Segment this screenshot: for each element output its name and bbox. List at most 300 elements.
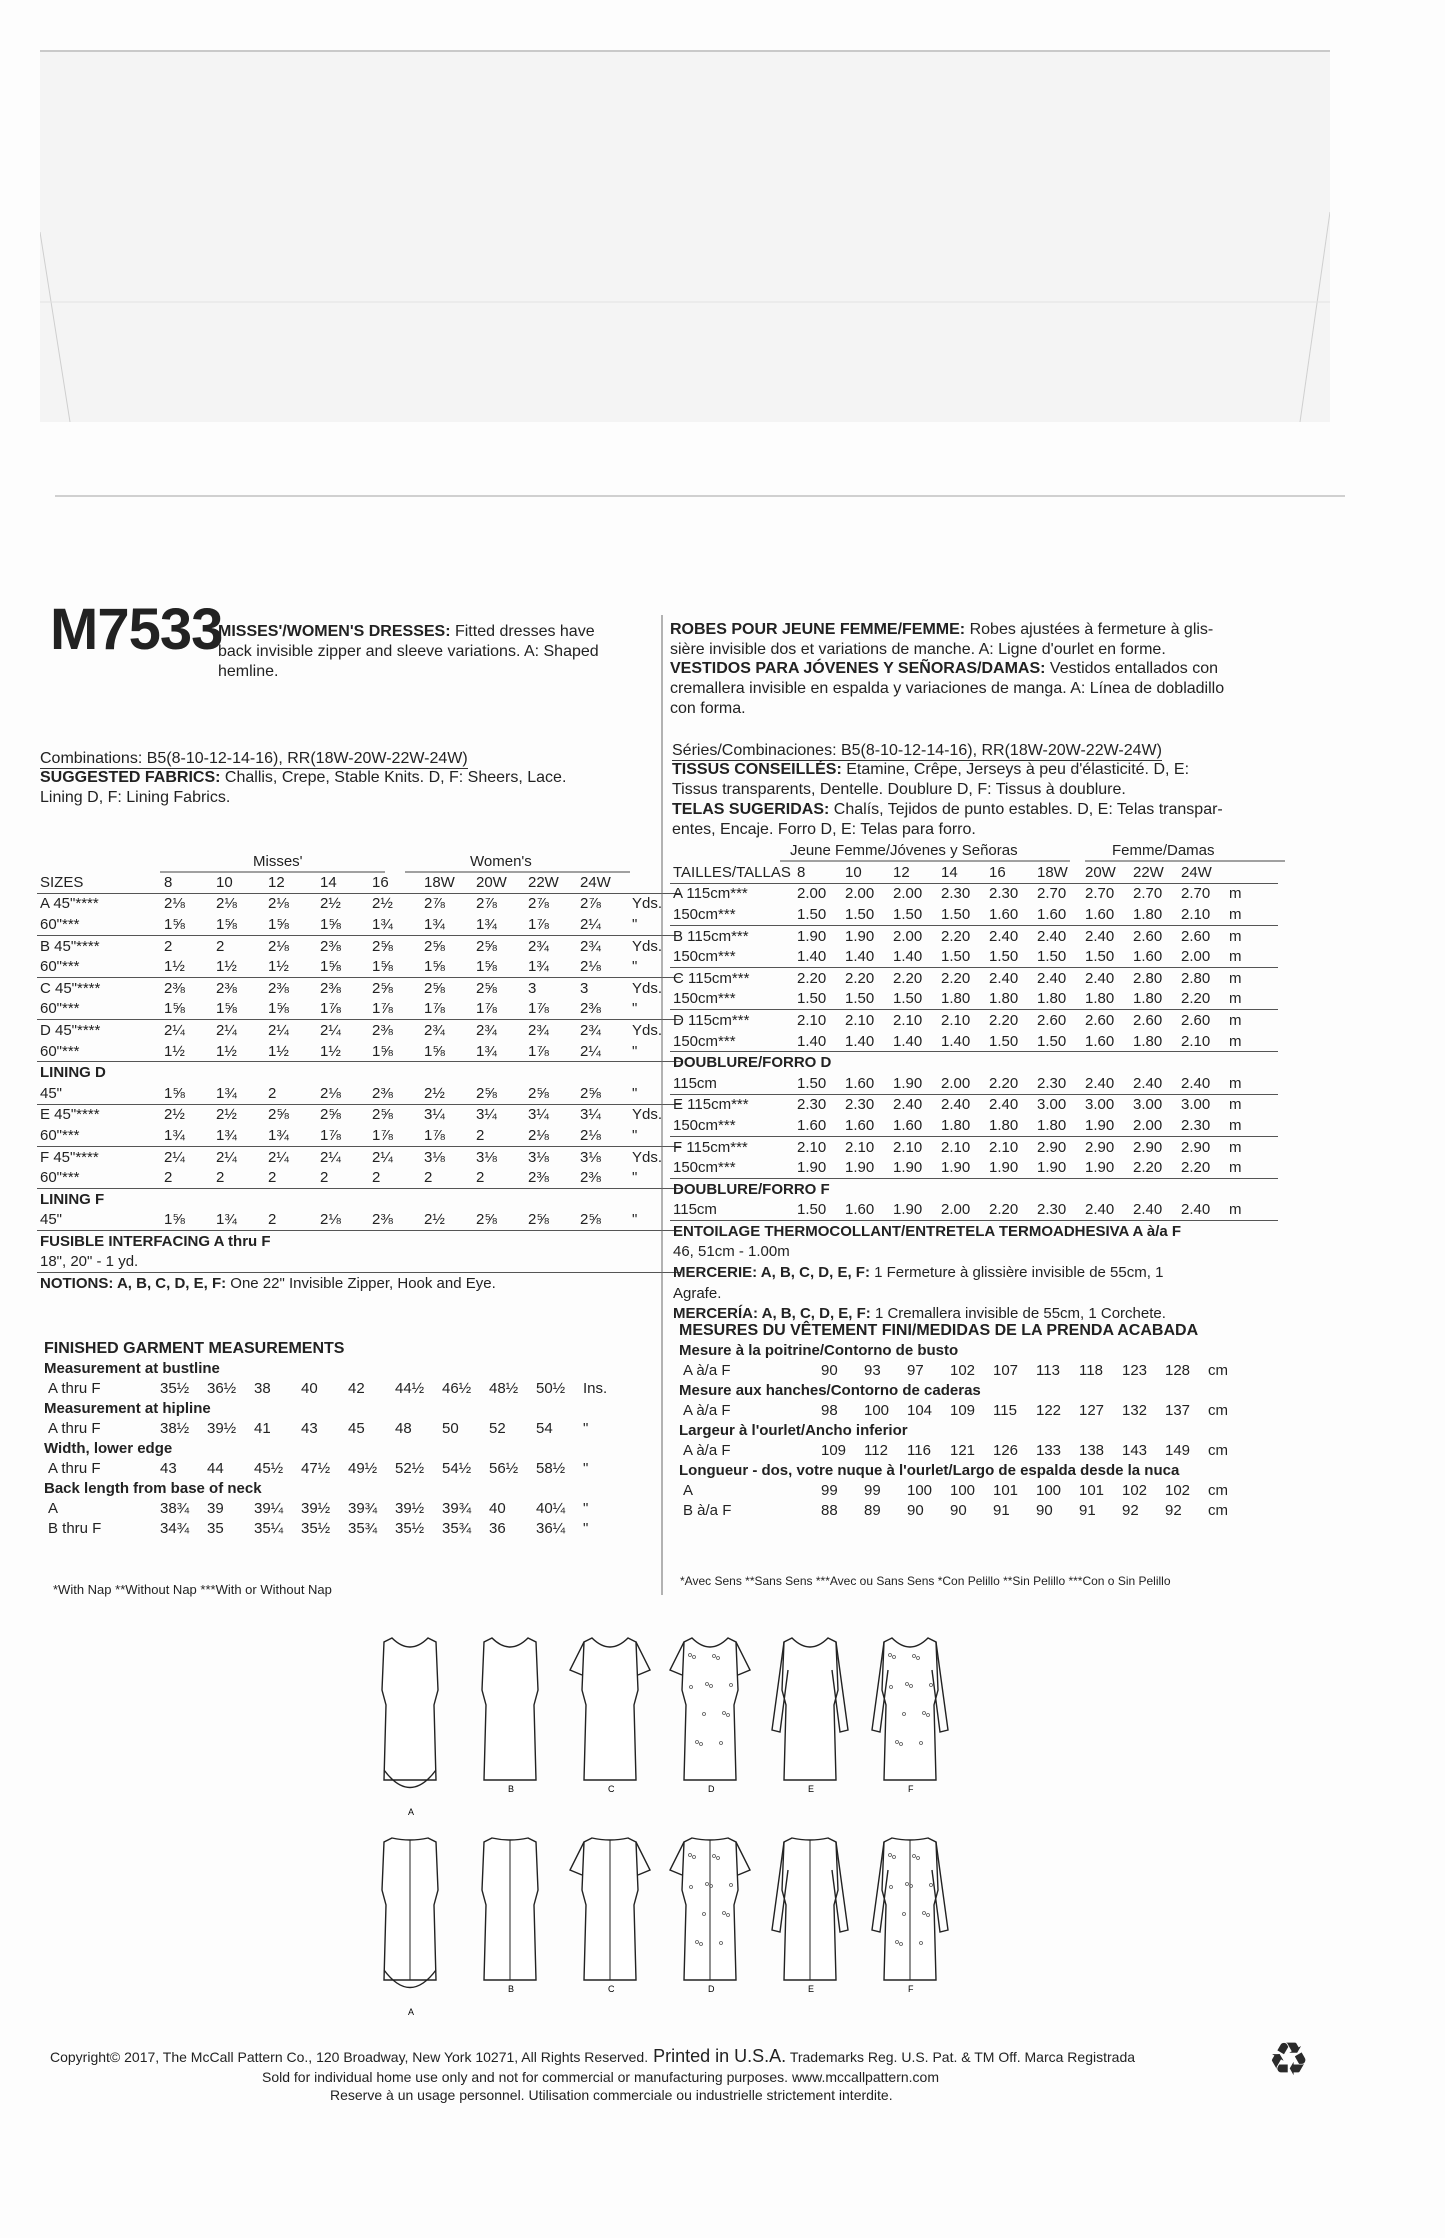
size-value: 2⅛ xyxy=(317,1083,369,1104)
size-value: 2.80 xyxy=(1181,969,1211,987)
size-value: 1.50 xyxy=(938,946,986,967)
row-label: LINING F xyxy=(40,1190,105,1208)
unit: m xyxy=(1226,1073,1278,1094)
size-value: 2.20 xyxy=(989,1011,1019,1029)
unit: Yds. xyxy=(632,1021,663,1039)
size-heading: 12 xyxy=(890,862,938,883)
unit: m xyxy=(1226,989,1278,1010)
measurement-value: 36½ xyxy=(207,1379,237,1397)
row-label: 150cm*** xyxy=(670,1157,794,1178)
size-value: 2¾ xyxy=(476,1021,497,1039)
size-value: 1⅞ xyxy=(317,1125,369,1146)
size-value: 3.00 xyxy=(1037,1096,1067,1114)
size-value: 2.20 xyxy=(986,1200,1034,1221)
size-value: 2⅞ xyxy=(528,895,549,913)
size-value: 1.60 xyxy=(1034,904,1082,925)
row-label: B 115cm*** xyxy=(673,927,749,945)
size-value: 2.90 xyxy=(1181,1138,1211,1156)
size-value: 2 xyxy=(164,937,173,955)
measurement-unit: cm xyxy=(1208,1401,1228,1419)
measurement-value: 112 xyxy=(864,1441,888,1459)
size-value: 2⅜ xyxy=(164,979,185,997)
notions-label: MERCERÍA: A, B, C, D, E, F: xyxy=(673,1305,871,1323)
size-value: 2¾ xyxy=(528,937,549,955)
measurement-value: 90 xyxy=(1036,1501,1053,1519)
row-label: 150cm*** xyxy=(670,989,794,1010)
size-value: 2.60 xyxy=(1133,1011,1163,1029)
size-value: 2¼ xyxy=(216,1021,237,1039)
size-heading: 8 xyxy=(794,862,842,883)
measurement-value: 35 xyxy=(207,1519,224,1537)
size-value: 2.60 xyxy=(1181,1011,1211,1029)
measurement-value: 93 xyxy=(864,1361,881,1379)
view-label: E xyxy=(808,1784,815,1794)
size-value: 1⅝ xyxy=(265,914,317,935)
fr-mesures-title: MESURES DU VÊTEMENT FINI/MEDIDAS DE LA PRENDA ACABADA xyxy=(679,1322,1199,1339)
size-value: 2.40 xyxy=(1085,969,1115,987)
size-heading: 10 xyxy=(842,862,890,883)
size-value: 2½ xyxy=(372,895,393,913)
size-value: 1⅝ xyxy=(213,914,265,935)
size-value: 1⅝ xyxy=(161,1210,213,1231)
size-value: 1.60 xyxy=(1082,904,1130,925)
measurement-value: 39½ xyxy=(301,1499,331,1517)
size-value: 1.60 xyxy=(1130,946,1178,967)
unit: " xyxy=(629,956,681,977)
size-heading: 14 xyxy=(317,872,369,893)
size-heading: 24W xyxy=(577,872,629,893)
measurement-value: 44 xyxy=(207,1459,224,1477)
measurement-value: 35¼ xyxy=(254,1519,284,1537)
size-value: 2⅝ xyxy=(424,937,445,955)
measurement-value: 48 xyxy=(395,1419,412,1437)
view-label: E xyxy=(808,1984,815,1994)
size-value: 1.50 xyxy=(794,1073,842,1094)
measurement-value: 40 xyxy=(301,1379,318,1397)
measurement-title: Mesure à la poitrine/Contorno de busto xyxy=(679,1341,959,1359)
en-combinations: Combinations: B5(8-10-12-14-16), RR(18W-20W-22W-24W) xyxy=(40,750,468,767)
row-label: A 45"**** xyxy=(40,895,99,913)
row-label: 60"*** xyxy=(37,999,161,1020)
view-label: C xyxy=(608,1984,615,1994)
size-value: 1.90 xyxy=(890,1073,938,1094)
measurement-value: 35½ xyxy=(301,1519,331,1537)
row-label: LINING D xyxy=(40,1064,106,1082)
size-value: 2⅝ xyxy=(424,979,445,997)
view-label: A xyxy=(408,2007,415,2017)
unit: m xyxy=(1229,927,1242,945)
size-value: 3 xyxy=(580,979,589,997)
en-group-women: Women's xyxy=(470,853,532,870)
size-value: 2 xyxy=(369,1167,421,1188)
size-value: 3¼ xyxy=(476,1106,497,1124)
view-label: A xyxy=(408,1807,415,1817)
measurement-value: 45½ xyxy=(254,1459,284,1477)
measurement-value: 39¼ xyxy=(254,1499,284,1517)
size-value: 2.30 xyxy=(989,885,1019,903)
fr-tissus-text: Etamine, Crêpe, Jerseys à peu d'élasticité. D, E: xyxy=(841,761,1190,778)
size-heading: 12 xyxy=(265,872,317,893)
measurement-value: 38½ xyxy=(160,1419,190,1437)
fgm-title: FINISHED GARMENT MEASUREMENTS xyxy=(44,1340,345,1357)
size-value: 1½ xyxy=(161,956,213,977)
size-value: 1.60 xyxy=(1082,1031,1130,1052)
measurement-title: Measurement at hipline xyxy=(44,1399,211,1417)
row-label: 150cm*** xyxy=(670,1115,794,1136)
size-value: 1.50 xyxy=(794,1200,842,1221)
size-value: 2 xyxy=(265,1167,317,1188)
size-value: 1¾ xyxy=(369,914,421,935)
size-value: 1.80 xyxy=(938,1115,986,1136)
size-value: 1.50 xyxy=(938,904,986,925)
size-value: 2.20 xyxy=(797,969,827,987)
size-value: 2⅜ xyxy=(268,979,289,997)
size-value: 1.40 xyxy=(938,1031,986,1052)
size-value: 1⅝ xyxy=(369,956,421,977)
measurement-value: 58½ xyxy=(536,1459,566,1477)
unit: m xyxy=(1226,904,1278,925)
measurement-value: 39½ xyxy=(395,1499,425,1517)
unit: " xyxy=(629,1210,681,1231)
dress-sketch xyxy=(570,1638,650,1794)
row-label: E 45"**** xyxy=(40,1106,100,1124)
size-value: 2.10 xyxy=(1178,904,1226,925)
measurement-value: 41 xyxy=(254,1419,271,1437)
size-heading: 20W xyxy=(473,872,525,893)
size-value: 1½ xyxy=(317,1041,369,1062)
measurement-title: Largeur à l'ourlet/Ancho inferior xyxy=(679,1421,908,1439)
view-label: C xyxy=(608,1784,615,1794)
row-label: 60"*** xyxy=(37,956,161,977)
size-value: 2⅛ xyxy=(525,1125,577,1146)
size-value: 1.50 xyxy=(1082,946,1130,967)
size-value: 2⅜ xyxy=(320,937,341,955)
size-value: 2⅛ xyxy=(268,895,289,913)
sizes-label: TAILLES/TALLAS xyxy=(670,862,794,883)
measurement-title: Measurement at bustline xyxy=(44,1359,220,1377)
size-value: 1.50 xyxy=(842,904,890,925)
size-value: 2.00 xyxy=(797,885,827,903)
size-heading: 10 xyxy=(213,872,265,893)
size-value: 1.90 xyxy=(842,1157,890,1178)
size-value: 2.90 xyxy=(1085,1138,1115,1156)
size-value: 2 xyxy=(265,1210,317,1231)
en-heading: MISSES'/WOMEN'S DRESSES: xyxy=(218,623,451,640)
measurement-value: 45 xyxy=(348,1419,365,1437)
size-value: 2.40 xyxy=(989,927,1019,945)
size-value: 2 xyxy=(161,1167,213,1188)
measurement-value: 43 xyxy=(160,1459,177,1477)
row-label: C 45"**** xyxy=(40,979,101,997)
size-value: 1¾ xyxy=(213,1210,265,1231)
size-value: 2¼ xyxy=(577,1041,629,1062)
size-value: 1⅞ xyxy=(317,999,369,1020)
fr-tissus-2: Tissus transparents, Dentelle. Doublure D, F: Tissus à doublure. xyxy=(672,781,1126,798)
row-label: 115cm xyxy=(670,1073,794,1094)
measurement-value: 113 xyxy=(1036,1361,1060,1379)
measurement-value: 56½ xyxy=(489,1459,519,1477)
size-value: 2.30 xyxy=(845,1096,875,1114)
measurement-value: 34¾ xyxy=(160,1519,190,1537)
size-value: 2 xyxy=(216,937,225,955)
measurement-value: 36 xyxy=(489,1519,506,1537)
size-value: 1⅝ xyxy=(317,956,369,977)
size-value: 2¼ xyxy=(268,1021,289,1039)
dress-sketch xyxy=(772,1838,848,1994)
size-value: 2.00 xyxy=(1178,946,1226,967)
es-telas-label: TELAS SUGERIDAS: xyxy=(672,801,830,818)
size-value: 2.00 xyxy=(938,1200,986,1221)
size-value: 1.90 xyxy=(938,1157,986,1178)
size-value: 1⅝ xyxy=(265,999,317,1020)
measurement-value: 39 xyxy=(207,1499,224,1517)
dress-sketch xyxy=(382,1638,438,1817)
size-value: 2 xyxy=(213,1167,265,1188)
measurement-value: 101 xyxy=(993,1481,1019,1499)
measurement-value: 99 xyxy=(864,1481,881,1499)
size-value: 1.60 xyxy=(890,1115,938,1136)
measurement-value: 90 xyxy=(821,1361,838,1379)
row-label: E 115cm*** xyxy=(673,1096,749,1114)
measurement-value: 126 xyxy=(993,1441,1019,1459)
row-label: D 45"**** xyxy=(40,1021,101,1039)
measurement-unit: cm xyxy=(1208,1441,1228,1459)
size-value: 1.90 xyxy=(986,1157,1034,1178)
size-value: 2¾ xyxy=(528,1021,549,1039)
measurement-value: 118 xyxy=(1079,1361,1103,1379)
size-value: 2.90 xyxy=(1037,1138,1067,1156)
measurement-value: 100 xyxy=(864,1401,890,1419)
size-value: 2⅜ xyxy=(525,1167,577,1188)
size-value: 2.10 xyxy=(845,1138,875,1156)
measurement-value: 143 xyxy=(1122,1441,1148,1459)
size-value: 2½ xyxy=(164,1106,185,1124)
size-heading: 22W xyxy=(1130,862,1178,883)
size-value: 1.80 xyxy=(1034,1115,1082,1136)
size-value: 1.90 xyxy=(797,927,827,945)
size-value: 2⅝ xyxy=(372,937,393,955)
measurement-value: 127 xyxy=(1079,1401,1105,1419)
size-value: 2.20 xyxy=(941,927,971,945)
size-value: 2⅛ xyxy=(164,895,185,913)
measurement-label: A thru F xyxy=(48,1419,101,1437)
measurement-value: 99 xyxy=(821,1481,838,1499)
size-heading: 18W xyxy=(1034,862,1082,883)
measurement-value: 49½ xyxy=(348,1459,378,1477)
measurement-value: 39¾ xyxy=(348,1499,378,1517)
view-label: D xyxy=(708,1984,715,1994)
size-value: 2.20 xyxy=(1130,1157,1178,1178)
size-value: 1.50 xyxy=(1034,1031,1082,1052)
fr-desc-1b: sière invisible dos et variations de manche. A: Ligne d'ourlet en forme. xyxy=(670,641,1166,658)
size-value: 3.00 xyxy=(1133,1096,1163,1114)
size-value: 1.50 xyxy=(890,989,938,1010)
size-value: 2.00 xyxy=(893,885,923,903)
size-value: 2.40 xyxy=(1082,1200,1130,1221)
sizes-label: SIZES xyxy=(37,872,161,893)
measurement-label: A xyxy=(48,1499,59,1517)
size-value: 2.70 xyxy=(1133,885,1163,903)
view-label: B xyxy=(508,1984,515,1994)
size-value: 2.70 xyxy=(1037,885,1067,903)
notions-label: MERCERIE: A, B, C, D, E, F: xyxy=(673,1264,870,1282)
measurement-value: 50 xyxy=(442,1419,459,1437)
fr-combinations: Séries/Combinaciones: B5(8-10-12-14-16), RR(18W-20W-22W-24W) xyxy=(672,742,1162,759)
unit: m xyxy=(1226,1200,1278,1221)
en-group-misses: Misses' xyxy=(253,853,303,870)
size-value: 2⅞ xyxy=(424,895,445,913)
measurement-label: A xyxy=(683,1481,694,1499)
measurement-value: 50½ xyxy=(536,1379,566,1397)
dress-sketch xyxy=(382,1838,438,2017)
measurement-value: 44½ xyxy=(395,1379,425,1397)
measurement-value: 52½ xyxy=(395,1459,425,1477)
size-value: 2.40 xyxy=(1130,1200,1178,1221)
measurement-value: 100 xyxy=(907,1481,933,1499)
size-value: 1¾ xyxy=(265,1125,317,1146)
measurement-value: 35¾ xyxy=(442,1519,472,1537)
size-value: 2.60 xyxy=(1181,927,1211,945)
size-value: 1⅝ xyxy=(317,914,369,935)
size-value: 1¾ xyxy=(421,914,473,935)
size-value: 2.70 xyxy=(1181,885,1211,903)
size-value: 3¼ xyxy=(528,1106,549,1124)
size-value: 2⅛ xyxy=(317,1210,369,1231)
measurement-value: 35¾ xyxy=(348,1519,378,1537)
measurement-value: 128 xyxy=(1165,1361,1191,1379)
size-value: 1.90 xyxy=(1082,1157,1130,1178)
size-value: 2⅝ xyxy=(476,979,497,997)
size-value: 2.40 xyxy=(989,969,1019,987)
row-label: B 45"**** xyxy=(40,937,100,955)
size-value: 2½ xyxy=(421,1210,473,1231)
size-value: 2⅝ xyxy=(577,1083,629,1104)
copyright: Copyright© 2017, The McCall Pattern Co., 120 Broadway, New York 10271, All Rights Reserved. xyxy=(50,2049,649,2065)
measurement-value: 36¼ xyxy=(536,1519,566,1537)
dress-sketch xyxy=(482,1838,538,1994)
reserve-line: Reserve à un usage personnel. Utilisation commerciale ou industrielle strictement interdite. xyxy=(330,2087,893,2103)
measurement-value: 107 xyxy=(993,1361,1019,1379)
unit: m xyxy=(1226,946,1278,967)
measurement-title: Back length from base of neck xyxy=(44,1479,262,1497)
measurement-value: 35½ xyxy=(395,1519,425,1537)
measurement-label: B thru F xyxy=(48,1519,102,1537)
measurement-value: 109 xyxy=(950,1401,976,1419)
size-value: 1.90 xyxy=(890,1157,938,1178)
size-value: 1⅞ xyxy=(525,1041,577,1062)
unit: m xyxy=(1229,1096,1242,1114)
size-value: 1.80 xyxy=(986,1115,1034,1136)
size-value: 2.20 xyxy=(893,969,923,987)
row-label: DOUBLURE/FORRO F xyxy=(673,1180,830,1198)
measurement-unit: " xyxy=(583,1459,589,1477)
size-value: 1.50 xyxy=(986,1031,1034,1052)
measurement-value: 39½ xyxy=(207,1419,237,1437)
measurement-value: 102 xyxy=(1165,1481,1191,1499)
size-value: 2.20 xyxy=(941,969,971,987)
measurement-title: Longueur - dos, votre nuque à l'ourlet/Largo de espalda desde la nuca xyxy=(679,1461,1180,1479)
size-value: 1⅞ xyxy=(369,1125,421,1146)
row-label: 60"*** xyxy=(37,914,161,935)
size-value: 2⅝ xyxy=(372,1106,393,1124)
size-value: 1¾ xyxy=(213,1083,265,1104)
measurement-value: 133 xyxy=(1036,1441,1062,1459)
size-value: 1.90 xyxy=(1082,1115,1130,1136)
size-value: 2.60 xyxy=(1037,1011,1067,1029)
es-telas-2: entes, Encaje. Forro D, E: Telas para forro. xyxy=(672,821,976,838)
measurement-title: Width, lower edge xyxy=(44,1439,173,1457)
measurement-value: 90 xyxy=(907,1501,924,1519)
size-value: 1.60 xyxy=(794,1115,842,1136)
dress-sketch xyxy=(872,1838,948,1994)
unit: m xyxy=(1229,969,1242,987)
size-value: 2.10 xyxy=(845,1011,875,1029)
unit: " xyxy=(629,1125,681,1146)
size-heading: 14 xyxy=(938,862,986,883)
measurement-value: 115 xyxy=(993,1401,1017,1419)
fr-tissus-label: TISSUS CONSEILLÉS: xyxy=(672,761,842,778)
size-value: 1⅞ xyxy=(421,1125,473,1146)
en-fabrics-text: Challis, Crepe, Stable Knits. D, F: Sheers, Lace. xyxy=(220,769,567,786)
size-heading: 8 xyxy=(161,872,213,893)
size-value: 2⅝ xyxy=(476,937,497,955)
notions-text: 1 Fermeture à glissière invisible de 55cm, 1 xyxy=(869,1264,1164,1282)
unit: Yds. xyxy=(632,895,663,913)
es-desc-1: Vestidos entallados con xyxy=(1045,660,1219,677)
size-value: 2.40 xyxy=(1130,1073,1178,1094)
size-value: 2.10 xyxy=(989,1138,1019,1156)
measurement-unit: " xyxy=(583,1419,589,1437)
size-value: 2.10 xyxy=(941,1138,971,1156)
size-value: 1¾ xyxy=(213,1125,265,1146)
size-value: 2½ xyxy=(320,895,341,913)
size-value: 1⅝ xyxy=(213,999,265,1020)
size-value: 2.30 xyxy=(941,885,971,903)
size-value: 1.80 xyxy=(1130,1031,1178,1052)
unit: m xyxy=(1229,1011,1242,1029)
notions-label: NOTIONS: A, B, C, D, E, F: xyxy=(40,1275,227,1293)
size-value: 2.40 xyxy=(1037,969,1067,987)
size-value: 1½ xyxy=(213,1041,265,1062)
size-value: 1⅝ xyxy=(161,914,213,935)
unit: " xyxy=(629,1167,681,1188)
measurement-value: 102 xyxy=(950,1361,976,1379)
size-value: 2.60 xyxy=(1133,927,1163,945)
measurement-title: Mesure aux hanches/Contorno de caderas xyxy=(679,1381,981,1399)
size-value: 3.00 xyxy=(1181,1096,1211,1114)
row-label: ENTOILAGE THERMOCOLLANT/ENTRETELA TERMOADHESIVA A à/a F xyxy=(673,1222,1182,1240)
fr-group-jeune: Jeune Femme/Jóvenes y Señoras xyxy=(790,842,1018,859)
measurement-value: 100 xyxy=(950,1481,976,1499)
measurement-unit: " xyxy=(583,1519,589,1537)
measurement-value: 54 xyxy=(536,1419,553,1437)
size-value: 1½ xyxy=(265,956,317,977)
size-heading: 20W xyxy=(1082,862,1130,883)
dress-sketch xyxy=(570,1838,650,1994)
size-value: 2⅞ xyxy=(476,895,497,913)
size-value: 2¼ xyxy=(372,1148,393,1166)
size-value: 2.10 xyxy=(893,1138,923,1156)
size-value: 1¾ xyxy=(525,956,577,977)
size-value: 2.20 xyxy=(986,1073,1034,1094)
measurement-value: 122 xyxy=(1036,1401,1062,1419)
measurement-label: A à/a F xyxy=(683,1441,731,1459)
unit: " xyxy=(629,1083,681,1104)
row-label: 45" xyxy=(37,1210,161,1231)
size-value: 2.10 xyxy=(1178,1031,1226,1052)
size-value: 2.90 xyxy=(1133,1138,1163,1156)
size-value: 2⅛ xyxy=(268,937,289,955)
